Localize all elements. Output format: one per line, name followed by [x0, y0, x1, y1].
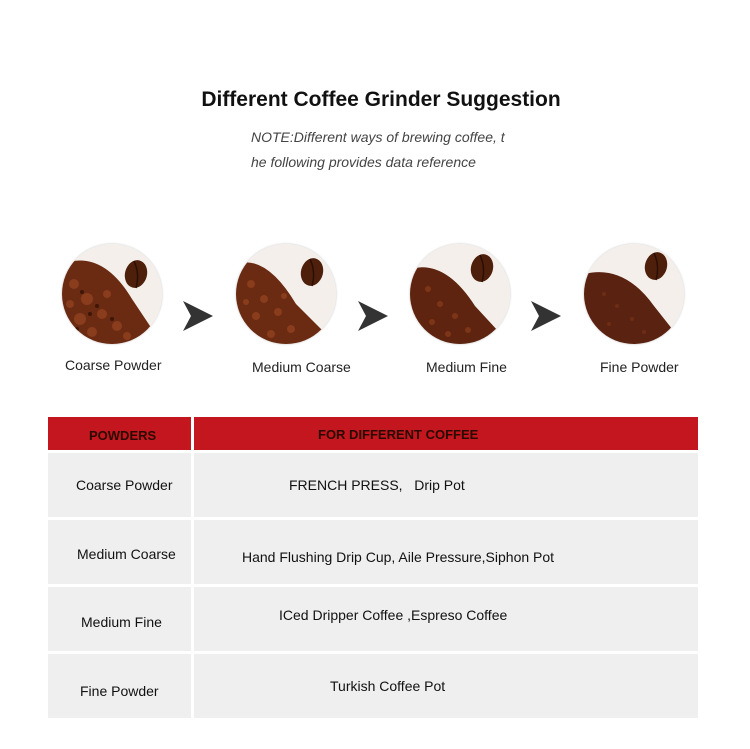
row-powder: Medium Coarse	[77, 546, 176, 562]
row-coffee: FRENCH PRESS, Drip Pot	[289, 477, 465, 493]
table-row	[48, 587, 698, 651]
medium-coarse-powder-image	[236, 244, 336, 344]
page-title: Different Coffee Grinder Suggestion	[201, 88, 561, 111]
row-powder: Medium Fine	[81, 614, 162, 630]
row-coffee: Turkish Coffee Pot	[330, 678, 446, 694]
row-powder: Fine Powder	[80, 683, 159, 699]
table-row	[48, 654, 698, 718]
row-coffee: Hand Flushing Drip Cup, Aile Pressure,Siphon Pot	[242, 549, 555, 565]
grind-label-fine: Fine Powder	[600, 359, 679, 375]
coarse-powder-image	[62, 244, 162, 344]
table-cell-coffee	[194, 654, 698, 718]
note-line-1: NOTE:Different ways of brewing coffee, t	[251, 129, 505, 145]
arrow-right-icon	[183, 301, 213, 331]
header-divider	[191, 417, 194, 450]
fine-powder-image	[584, 244, 684, 344]
table-row	[48, 453, 698, 517]
arrow-right-icon	[531, 301, 561, 331]
table-header	[48, 417, 698, 450]
header-for-different-coffee: FOR DIFFERENT COFFEE	[318, 427, 479, 442]
medium-fine-powder-image	[410, 244, 510, 344]
header-powders: POWDERS	[89, 428, 157, 443]
grind-label-medium-fine: Medium Fine	[426, 359, 507, 375]
grind-label-coarse: Coarse Powder	[65, 357, 162, 373]
arrow-right-icon	[358, 301, 388, 331]
grind-label-medium-coarse: Medium Coarse	[252, 359, 351, 375]
note-line-2: he following provides data reference	[251, 154, 476, 170]
row-coffee: ICed Dripper Coffee ,Espreso Coffee	[279, 607, 508, 623]
table-row	[48, 520, 698, 584]
row-powder: Coarse Powder	[76, 477, 173, 493]
